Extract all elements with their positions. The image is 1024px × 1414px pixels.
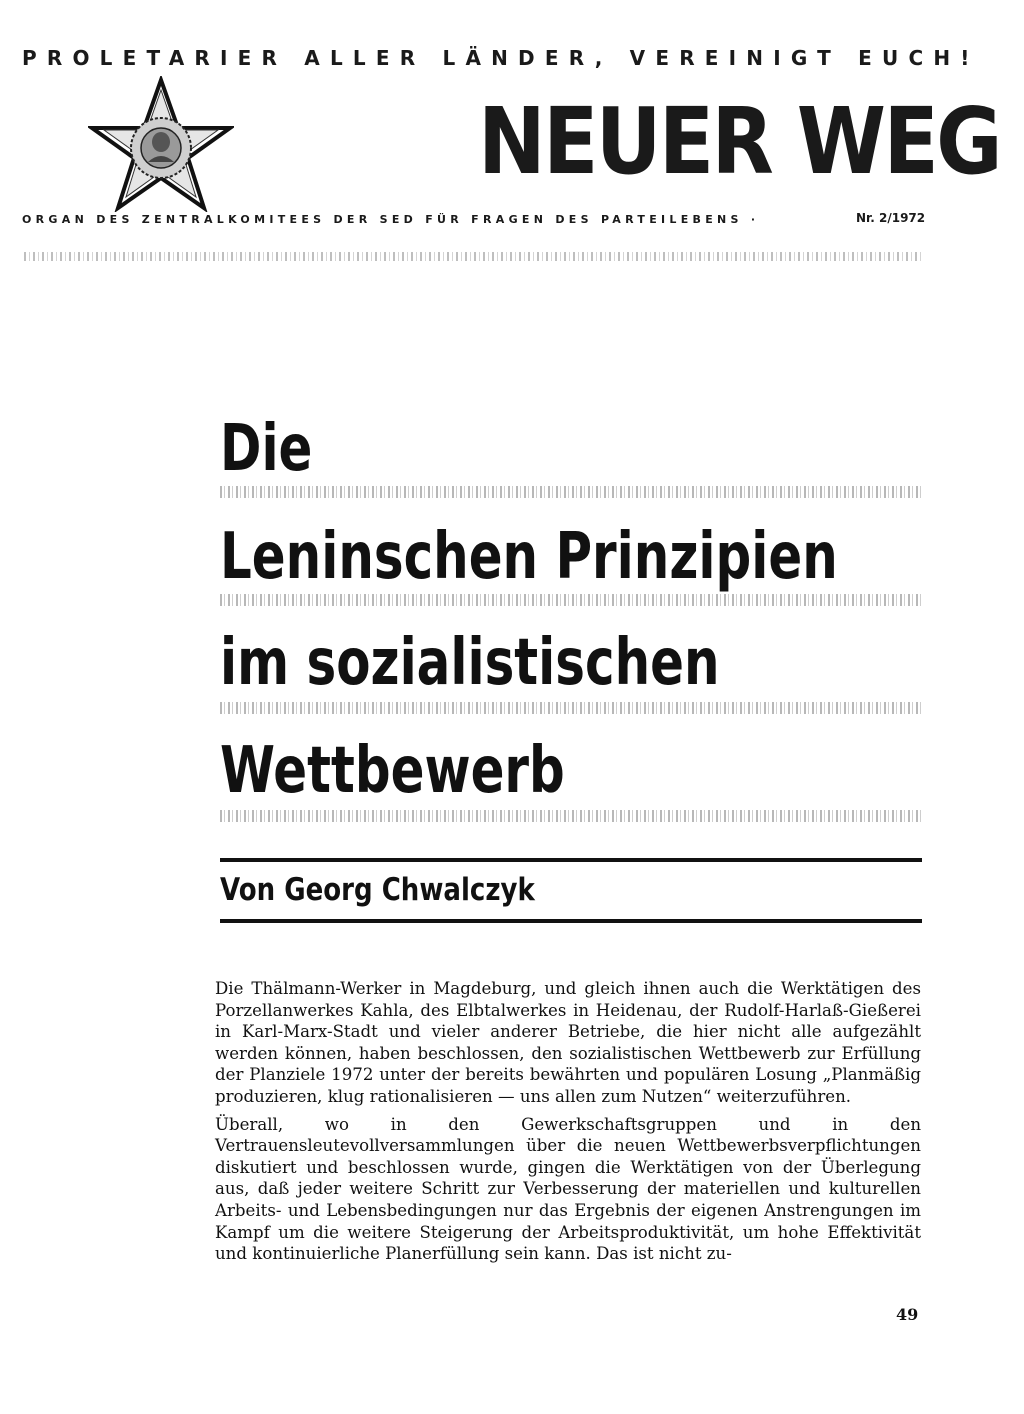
title-texture-band: [220, 702, 922, 714]
page-number: 49: [896, 1305, 919, 1324]
organ-subtitle: ORGAN DES ZENTRALKOMITEES DER SED FÜR FRAGEN DES PARTEILEBENS ·: [22, 213, 760, 226]
article-title-line-3: im sozialistischen: [220, 626, 720, 700]
masthead-slogan: PROLETARIER ALLER LÄNDER, VEREINIGT EUCH!: [22, 46, 980, 70]
author-rule-top: [220, 858, 922, 862]
title-texture-band: [220, 486, 922, 498]
article-paragraph-2: Überall, wo in den Gewerkschaftsgruppen und in den Vertrauensleutevollversammlungen über die neuen Wettbewerbsverpflichtungen diskutiert und beschlossen wurde, gingen die Werktätigen von der Überlegung aus, daß jeder weitere Schritt zur Verbesserung der materiellen und kulturellen Arbeits- und Lebensbedingungen nur das Ergebnis der eigenen Anstrengungen im Kampf um die weitere Steigerung der Arbeitsproduktivität, um hohe Effektivität und kontinuierliche Planerfüllung sein kann. Das ist nicht zu-: [215, 1114, 921, 1264]
title-texture-band: [220, 594, 922, 606]
masthead-texture-band: [24, 252, 922, 261]
article-title-line-1: Die: [220, 412, 313, 486]
article-author: Von Georg Chwalczyk: [220, 872, 535, 908]
title-texture-band: [220, 810, 922, 822]
masthead-title: NEUER WEG: [478, 88, 1000, 195]
article-title-line-4: Wettbewerb: [220, 734, 565, 808]
article-title-line-2: Leninschen Prinzipien: [220, 520, 838, 594]
author-rule-bottom: [220, 919, 922, 923]
issue-number: Nr. 2/1972: [856, 211, 926, 225]
article-paragraph-1: Die Thälmann-Werker in Magdeburg, und gleich ihnen auch die Werktätigen des Porzellanwerkes Kahla, des Elbtalwerkes in Heidenau, der Rudolf-Harlaß-Gießerei in Karl-Marx-Stadt und vieler anderer Betriebe, die hier nicht alle aufgezählt werden können, haben beschlossen, den sozialistischen Wettbewerb zur Erfüllung der Planziele 1972 unter der bereits bewährten und populären Losung „Planmäßig produzieren, klug rationalisieren — uns allen zum Nutzen“ weiterzuführen.: [215, 979, 921, 1106]
party-emblem-star-icon: [88, 76, 234, 212]
article-body: [215, 978, 921, 1271]
